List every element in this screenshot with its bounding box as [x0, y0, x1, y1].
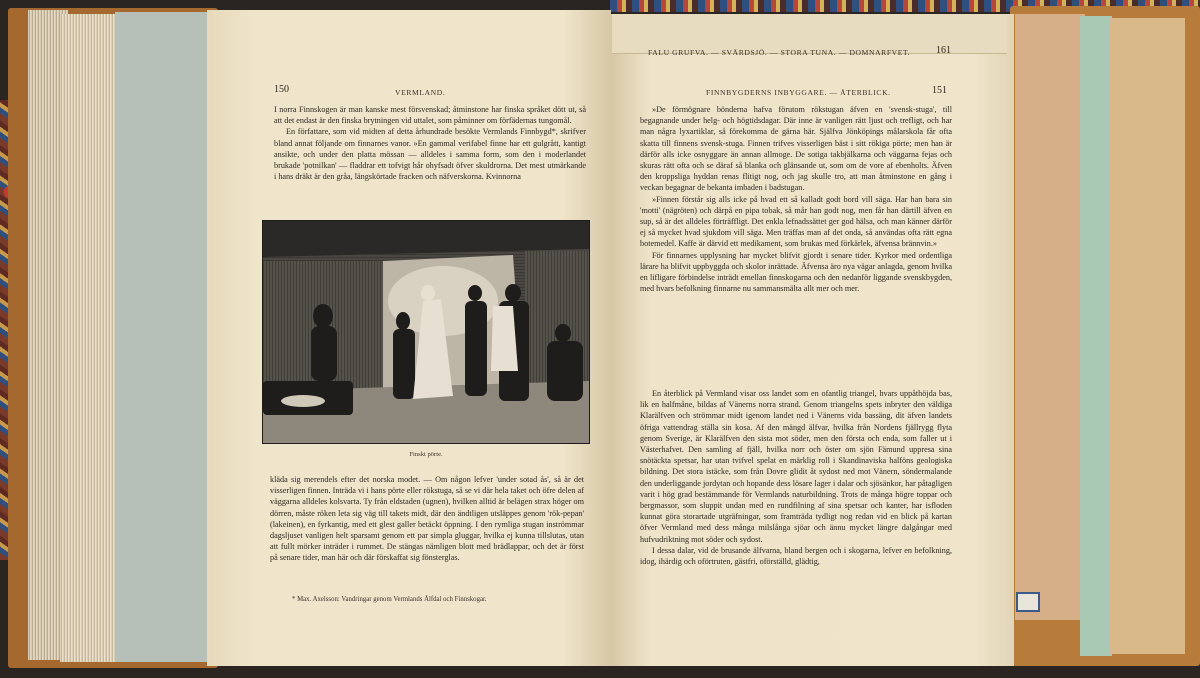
left-running-head: VERMLAND. [395, 88, 446, 97]
paragraph: »De förmögnare bönderna hafva förutom rökstugan äfven en 'svensk-stuga', till begagnande under helg- och högtidsdagar. Där inne är vanligen rätt ljust och trefligt, och har man några lyxartiklar, så förekomma de gärna här. Själfva Jönköpings målarskola får ofta skatta till finnens svensk-stuga. Finnen trifves visserligen bäst i sitt rökiga pörte; men han är därför alls icke osnyggare än annan allmoge. De sotiga takbjälkarna och väggarna fejas och skuras rätt ofta och se däraf så blanka och glänsande ut, som om de vore af ebenholts. Äfven den kroppsliga hyddan renas flitigt nog, och jag skulle tro, att man åtminstone en gång i veckan begagnar de bekanta imbaden i badstugan. [640, 105, 952, 193]
paragraph: I dessa dalar, vid de brusande älfvarna, bland bergen och i skogarna, lefver en befolkning, idog, ihärdig och oförtruten, gästfri, oförställd, glädtig, [640, 545, 952, 567]
insert-board-back [1110, 18, 1185, 654]
right-running-head: FINNBYGDERNS INBYGGARE. — ÅTERBLICK. [706, 88, 891, 97]
right-page-number: 151 [932, 85, 947, 96]
paragraph: »Finnen förstår sig alls icke på hvad ett så kalladt godt bord vill säga. Har han bara sin 'motti' (nägröten) och därpå en pipa tobak, så mår han godt nog, men får han därtill äfven en sup, så är det alldeles förträffligt. Det enkla lefnadssättet ger god hälsa, och man känner därför ej så mycket hvad sjukdom vill säga. Men träffas man af det onda, så användas ofta rätt egna botemedel. Kaffe är därvid ett medikament, som brukas med förkärlek, äfvensa brännvin.» [640, 194, 952, 249]
illustration-caption: Finskt pörte. [409, 451, 443, 458]
left-text-bottom [270, 474, 584, 590]
fold-page-number: 161 [936, 45, 951, 56]
flyleaf [115, 12, 210, 662]
right-text-bottom [640, 388, 952, 606]
footnote: * Max. Axelsson: Vandringar genom Vermlands Ålfdal och Finnskogar. [292, 596, 487, 603]
paragraph: En återblick på Vermland visar oss landet som en ofantlig triangel, hvars uppåthöjda bas, lik en halfmåne, bildas af Vänerns norra strand. Genom triangelns spets inbryter den väldiga Klarälfven och strömmar midt igenom landet ned i Vänerns vida bassäng, dit äfven landets öfriga vattendrag ställa sin kosa. Af den mängd älfvar, hvilka från Nordens fjällrygg flyta genom Sverige, är Klarälfven den sista mot söder, men den första och enda, som faller ut i Västerhafvet. Den samling af fjäll, hvilka norr och öster om sjön Fämund uppresa sina snötäckta spetsar, har utan tvifvel spelat en märklig roll i Skandinaviska halföns geologiska bildning. Det stora istäcke, som från Dovre glidit åt sydost ned mot Vänern, söndermalande den underliggande jordytan och hopande dess lösare lager i dalar och sjösänkor, har påtagligen varit i hög grad bestämmande för Vermlands naturbildning. Trots de många högre toppar och bergmassor, som sluppit undan med en rundfilning af sina spetsar och kanter, har isfloden kunnat göra storartade utgräfningar, som framträda tydligt nog redan vid en blick på kartan öfver Vermland med dess många milslånga sjöar och ännu mycket längre dalgångar med hufvudriktning mot söder och sydost. [640, 389, 952, 544]
paragraph: kläda sig merendels efter det norska modet. — Om någon lefver 'under sotad ås', så är det visserligen finnen. Inträda vi i hans pörte eller rökstuga, så se vi där hela taket och öfre delen af väggarna alldeles kolsvarta. Ty från eldstaden (ugnen), hvilken alltid är belägen strax höger om dörren, måste röken leta sig väg till takets midt, där den ändtligen utsläppes genom 'rök-pepan' (lakeinen), en fyrkantig, med ett glest galler betäckt öppning. I den rymliga stugan inströmmar dagsljuset vanligen helt sparsamt genom ett par simpla gluggar, hvilka ej kunna tillslutas, utan att fullt mörker inträder i rummet. De stängas nämligen blott med brädlappar, och det är först på senare tider, man här och där förskaffat sig fönsterglas. [270, 475, 584, 563]
paragraph: I norra Finnskogen är man kanske mest försvenskad; åtminstone har finska språket dött ut, så att det endast är den finska brytningen vid uttalet, som påminner om förfädernas tungomål. [274, 105, 586, 126]
insert-board [1015, 14, 1085, 620]
right-text-top [640, 104, 952, 356]
paragraph: En författare, som vid midten af detta århundrade besökte Vermlands Finnbygd*, skrifver bland annat följande om finnarnes vanor. »En gammal verifabel finne har ett gulgrått, kantigt ansikte, och under den platta mössan — alldeles i samma form, som den i moderlandet brukade 'potnilkan' — fladdrar ett tofvigt hår ohyfsadt öfver skuldrorna. Det mest utmärkande i hans dräkt är den gråa, längskörtade fracken och näfverskorna. Kvinnorna [274, 127, 586, 182]
bookmark-tag [1016, 592, 1040, 612]
engraving-finnish-cottage [262, 220, 590, 444]
left-text-top [274, 104, 586, 216]
green-insert [1080, 16, 1112, 656]
left-page-number: 150 [274, 84, 289, 95]
fore-edge-pages [60, 14, 116, 662]
fold-running-head: FALU GRUFVA. — SVÄRDSJÖ. — STORA TUNA. — DOMNARFVET. [648, 48, 911, 57]
paragraph: För finnarnes upplysning har mycket blifvit gjordt i senare tider. Kyrkor med ordentliga lärare ha blifvit uppbyggda och skolor inrättade. Äfvensa äro nya vägar anlagda, genom hvilka en lifligare förbindelse inträdt emellan finnskogarna och den nedanför liggande svenskbygden, med hvars befolkning finnarne nu sammansmälta allt mer och mer. [640, 250, 952, 294]
